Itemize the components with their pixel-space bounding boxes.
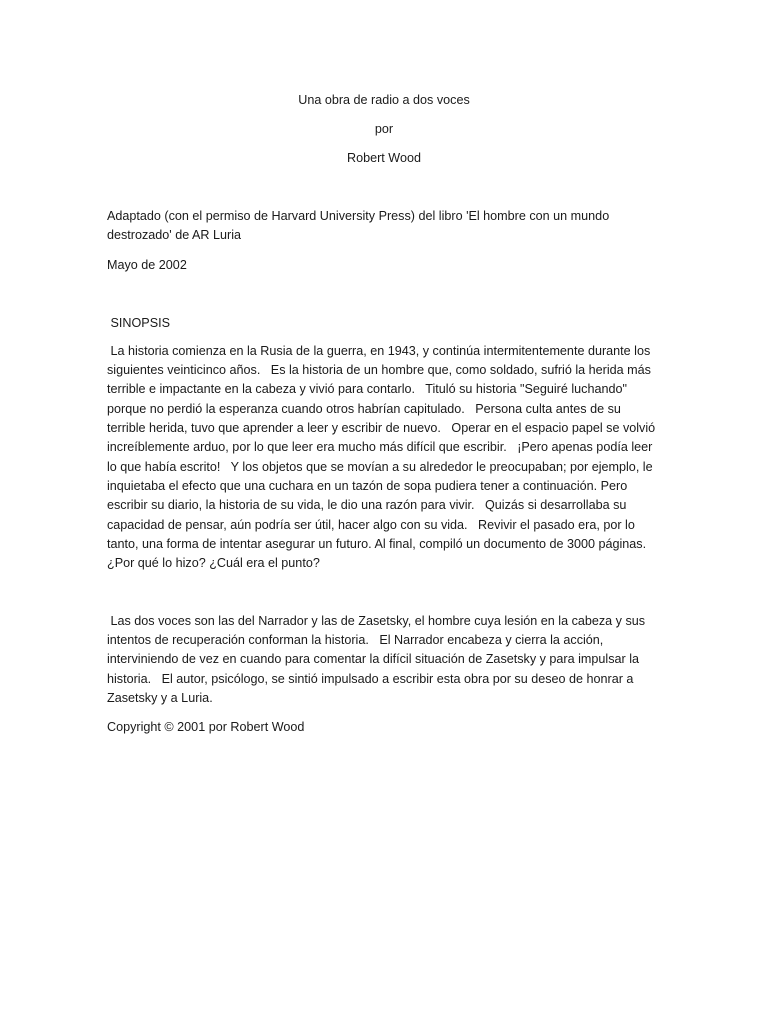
byline-por: por xyxy=(374,122,394,136)
adaptation-line-2: destrozado' de AR Luria xyxy=(107,228,242,242)
synopsis-p2-line: Las dos voces son las del Narrador y las de Zasetsky, el hombre cuya lesión en la cabeza y sus xyxy=(107,614,646,628)
adaptation-line-1: Adaptado (con el permiso de Harvard University Press) del libro 'El hombre con un mundo xyxy=(107,209,610,223)
date: Mayo de 2002 xyxy=(107,258,187,272)
author-name: Robert Wood xyxy=(347,151,421,165)
synopsis-p2-line: historia. El autor, psicólogo, se sintió impulsado a escribir esta obra por su deseo de honrar a xyxy=(107,672,634,686)
synopsis-p1-line: La historia comienza en la Rusia de la guerra, en 1943, y continúa intermitentemente durante los xyxy=(107,344,651,358)
synopsis-heading: SINOPSIS xyxy=(107,316,170,330)
synopsis-p1-line: capacidad de pensar, aún podría ser útil, hacer algo con su vida. Revivir el pasado era, por lo xyxy=(107,518,635,532)
synopsis-p2-line: Zasetsky y a Luria. xyxy=(107,691,213,705)
synopsis-p1-line: siguientes veinticinco años. Es la historia de un hombre que, como soldado, sufrió la herida más xyxy=(107,363,651,377)
play-title: Una obra de radio a dos voces xyxy=(298,93,470,107)
synopsis-p1-line: ¿Por qué lo hizo? ¿Cuál era el punto? xyxy=(107,556,320,570)
synopsis-p2-line: intentos de recuperación conforman la historia. El Narrador encabeza y cierra la acción, xyxy=(107,633,604,647)
synopsis-p1-line: increíblemente arduo, por lo que leer era mucho más difícil que escribir. ¡Pero apenas podía leer xyxy=(107,440,653,454)
synopsis-p1-line: tanto, una forma de intentar asegurar un futuro. Al final, compiló un documento de 3000 páginas. xyxy=(107,537,647,551)
synopsis-p1-line: terrible herida, tuvo que aprender a leer y escribir de nuevo. Operar en el espacio papel se volvió xyxy=(107,421,656,435)
copyright-notice: Copyright © 2001 por Robert Wood xyxy=(107,720,305,734)
synopsis-p2-line: interviniendo de vez en cuando para comentar la difícil situación de Zasetsky y para impulsar la xyxy=(107,652,640,666)
synopsis-p1-line: lo que había escrito! Y los objetos que se movían a su alrededor le preocupaban; por ejemplo, le xyxy=(107,460,653,474)
synopsis-p1-line: porque no perdió la esperanza cuando otros habrían capitulado. Persona culta antes de su xyxy=(107,402,621,416)
synopsis-p1-line: inquietaba el efecto que una cuchara en un tazón de sopa pudiera tener a continuación. Pero xyxy=(107,479,628,493)
synopsis-p1-line: terrible e impactante en la cabeza y vivió para contarlo. Tituló su historia "Seguiré luchando" xyxy=(107,382,627,396)
synopsis-p1-line: escribir su diario, la historia de su vida, le dio una razón para vivir. Quizás si desarrollaba su xyxy=(107,498,627,512)
